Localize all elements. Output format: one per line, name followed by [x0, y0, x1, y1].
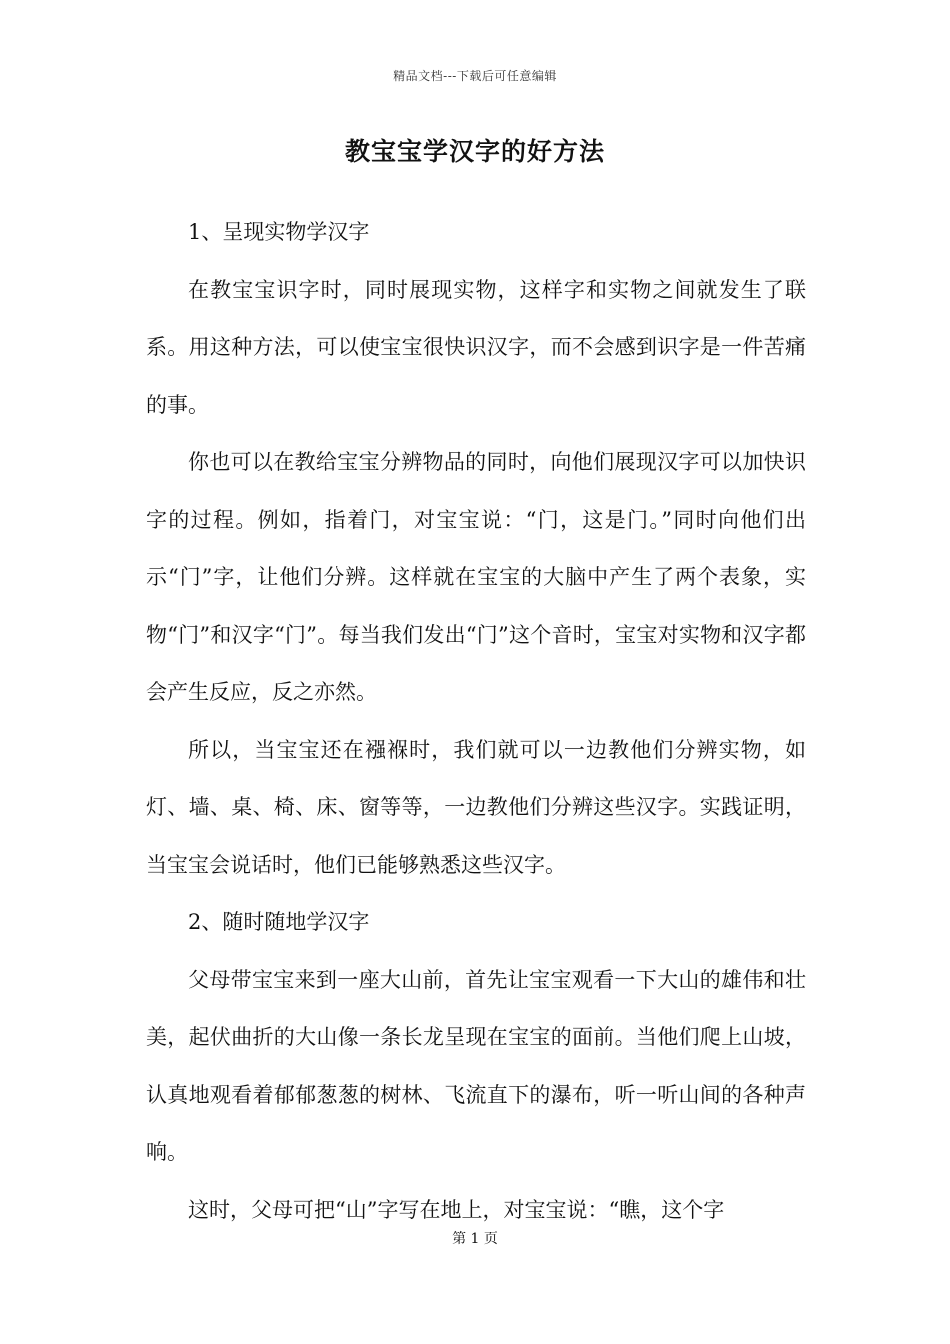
paragraph: 父母带宝宝来到一座大山前，首先让宝宝观看一下大山的雄伟和壮美，起伏曲折的大山像一条长龙呈现在宝宝的面前。当他们爬上山坡，认真地观看着郁郁葱葱的树林、飞流直下的瀑布，听一听山间的各种声响。 — [146, 967, 806, 1164]
paragraph: 你也可以在教给宝宝分辨物品的同时，向他们展现汉字可以加快识字的过程。例如，指着门，对宝宝说：“门，这是门。”同时向他们出示“门”字，让他们分辨。这样就在宝宝的大脑中产生了两个表象，实物“门”和汉字“门”。每当我们发出“门”这个音时，宝宝对实物和汉字都会产生反应，反之亦然。 — [146, 450, 806, 704]
section-heading-2: 2、随时随地学汉字 — [188, 910, 370, 934]
page-number: 第 1 页 — [452, 1231, 498, 1247]
document-title: 教宝宝学汉字的好方法 — [344, 137, 605, 166]
header-note: 精品文档---下载后可任意编辑 — [393, 69, 557, 83]
section-heading-1: 1、呈现实物学汉字 — [188, 220, 370, 244]
paragraph: 在教宝宝识字时，同时展现实物，这样字和实物之间就发生了联系。用这种方法，可以使宝宝很快识汉字，而不会感到识字是一件苦痛的事。 — [146, 277, 806, 417]
paragraph: 这时，父母可把“山”字写在地上，对宝宝说：“瞧，这个字 — [188, 1197, 725, 1222]
document-body — [146, 204, 806, 1239]
paragraph: 所以，当宝宝还在襁褓时，我们就可以一边教他们分辨实物，如灯、墙、桌、椅、床、窗等等，一边教他们分辨这些汉字。实践证明，当宝宝会说话时，他们已能够熟悉这些汉字。 — [146, 737, 806, 877]
